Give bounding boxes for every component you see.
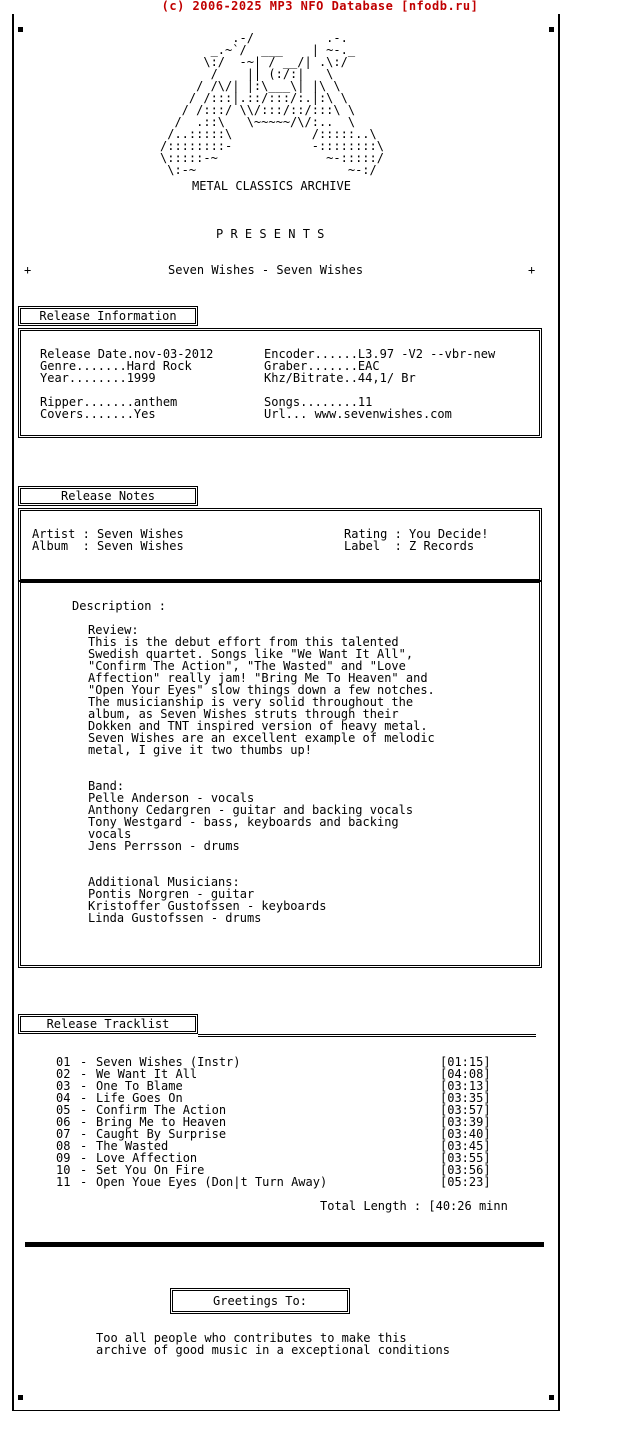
description-line: "Confirm The Action", "The Wasted" and "Love <box>88 659 406 673</box>
description-line: Review: <box>88 623 139 637</box>
track-dash: - <box>80 1067 88 1081</box>
description-line: "Open Your Eyes" slow things down a few notches. <box>88 683 435 697</box>
description-line: The musicianship is very solid throughout the <box>88 695 414 709</box>
info-line: Songs........11 <box>264 395 373 409</box>
notes-rating: Rating : You Decide! <box>344 527 489 541</box>
info-line: Genre.......Hard Rock <box>40 359 192 373</box>
release-title: Seven Wishes - Seven Wishes <box>168 263 364 277</box>
track-time: [03:39] <box>440 1115 491 1129</box>
track-dash: - <box>80 1175 88 1189</box>
track-time: [05:23] <box>440 1175 491 1189</box>
track-number: 10 <box>56 1163 71 1177</box>
track-dash: - <box>80 1139 88 1153</box>
notes-artist: Artist : Seven Wishes <box>32 527 184 541</box>
track-number: 06 <box>56 1115 71 1129</box>
description-line: Dokken and TNT inspired version of heavy metal. <box>88 719 428 733</box>
description-line: This is the debut effort from this talented <box>88 635 399 649</box>
description-line: Pontis Norgren - guitar <box>88 887 255 901</box>
info-line: Encoder......L3.97 -V2 --vbr-new <box>264 347 496 361</box>
release-info-tab: Release Information <box>18 306 198 326</box>
track-dash: - <box>80 1127 88 1141</box>
info-line: Graber.......EAC <box>264 359 380 373</box>
track-title: Seven Wishes (Instr) <box>96 1055 241 1069</box>
info-line: Url... www.sevenwishes.com <box>264 407 452 421</box>
greetings-line: Too all people who contributes to make this <box>96 1331 407 1345</box>
track-dash: - <box>80 1091 88 1105</box>
track-time: [03:35] <box>440 1091 491 1105</box>
description-line: Linda Gustofssen - drums <box>88 911 262 925</box>
track-number: 03 <box>56 1079 71 1093</box>
description-line: metal, I give it two thumbs up! <box>88 743 312 757</box>
track-number: 08 <box>56 1139 71 1153</box>
track-number: 09 <box>56 1151 71 1165</box>
track-time: [03:57] <box>440 1103 491 1117</box>
description-line: Seven Wishes are an excellent example of melodic <box>88 731 435 745</box>
track-number: 11 <box>56 1175 71 1189</box>
track-title: Caught By Surprise <box>96 1127 227 1141</box>
track-time: [03:40] <box>440 1127 491 1141</box>
corner-mark <box>549 27 554 32</box>
track-time: [01:15] <box>440 1055 491 1069</box>
track-number: 01 <box>56 1055 71 1069</box>
track-title: One To Blame <box>96 1079 183 1093</box>
corner-mark <box>549 1395 554 1400</box>
separator-bar <box>25 1242 544 1247</box>
description-line: vocals <box>88 827 132 841</box>
track-title: We Want It All <box>96 1067 198 1081</box>
description-line: Jens Perrsson - drums <box>88 839 240 853</box>
corner-mark <box>18 1395 23 1400</box>
track-time: [03:45] <box>440 1139 491 1153</box>
track-dash: - <box>80 1055 88 1069</box>
track-number: 04 <box>56 1091 71 1105</box>
info-line: Khz/Bitrate..44,1/ Br <box>264 371 416 385</box>
presents-heading: P R E S E N T S <box>216 227 325 241</box>
track-time: [03:55] <box>440 1151 491 1165</box>
notes-album: Album : Seven Wishes <box>32 539 184 553</box>
track-time: [03:56] <box>440 1163 491 1177</box>
site-header: (c) 2006-2025 MP3 NFO Database [nfodb.ru] <box>161 0 479 13</box>
description-line: Anthony Cedargren - guitar and backing vocals <box>88 803 414 817</box>
greetings-tab: Greetings To: <box>170 1288 350 1314</box>
bullet-right: + <box>528 263 536 277</box>
description-line: Affection" really jam! "Bring Me To Heaven" and <box>88 671 428 685</box>
info-line: Release Date.nov-03-2012 <box>40 347 214 361</box>
track-time: [03:13] <box>440 1079 491 1093</box>
corner-mark <box>18 27 23 32</box>
release-notes-tab: Release Notes <box>18 486 198 506</box>
tracklist-tab: Release Tracklist <box>18 1014 198 1034</box>
info-line: Covers.......Yes <box>40 407 156 421</box>
description-line: Band: <box>88 779 125 793</box>
track-number: 02 <box>56 1067 71 1081</box>
track-title: Love Affection <box>96 1151 198 1165</box>
description-line: Pelle Anderson - vocals <box>88 791 255 805</box>
notes-label: Label : Z Records <box>344 539 475 553</box>
track-dash: - <box>80 1151 88 1165</box>
ascii-logo: .-/ .-. _.~`/ ___ | ~-._ \:/ -~| / __/| .\:/ / || (:/:| \ / /\/| |:\___\| |\ \ / /:::|.::/:::/:.|:\ \ / /:::/ \\/:::/::/:::\ \ / .::\ \~~~~~/\/:.. \ /..:::::\ /:::::..\ /::::::::- -::::::::\ \:::::-~ ~-:::::/ \:-~ ~-:/ <box>160 31 384 177</box>
track-title: Open Youe Eyes (Don|t Turn Away) <box>96 1175 328 1189</box>
track-number: 05 <box>56 1103 71 1117</box>
bullet-left: + <box>24 263 32 277</box>
track-title: Life Goes On <box>96 1091 183 1105</box>
logo-caption: METAL CLASSICS ARCHIVE <box>192 179 351 193</box>
info-line: Ripper.......anthem <box>40 395 178 409</box>
total-length: Total Length : [40:26 minn <box>320 1199 508 1213</box>
info-line: Year........1999 <box>40 371 156 385</box>
track-dash: - <box>80 1079 88 1093</box>
track-title: The Wasted <box>96 1139 169 1153</box>
track-title: Set You On Fire <box>96 1163 205 1177</box>
track-title: Bring Me to Heaven <box>96 1115 227 1129</box>
track-dash: - <box>80 1103 88 1117</box>
track-dash: - <box>80 1115 88 1129</box>
track-dash: - <box>80 1163 88 1177</box>
description-line: Swedish quartet. Songs like "We Want It All", <box>88 647 414 661</box>
description-line: album, as Seven Wishes struts through their <box>88 707 399 721</box>
description-label: Description : <box>72 599 166 613</box>
description-line: Additional Musicians: <box>88 875 240 889</box>
track-title: Confirm The Action <box>96 1103 227 1117</box>
description-line: Tony Westgard - bass, keyboards and backing <box>88 815 399 829</box>
track-number: 07 <box>56 1127 71 1141</box>
track-time: [04:08] <box>440 1067 491 1081</box>
description-line: Kristoffer Gustofssen - keyboards <box>88 899 327 913</box>
greetings-line: archive of good music in a exceptional conditions <box>96 1343 451 1357</box>
tracklist-rule <box>198 1034 536 1037</box>
